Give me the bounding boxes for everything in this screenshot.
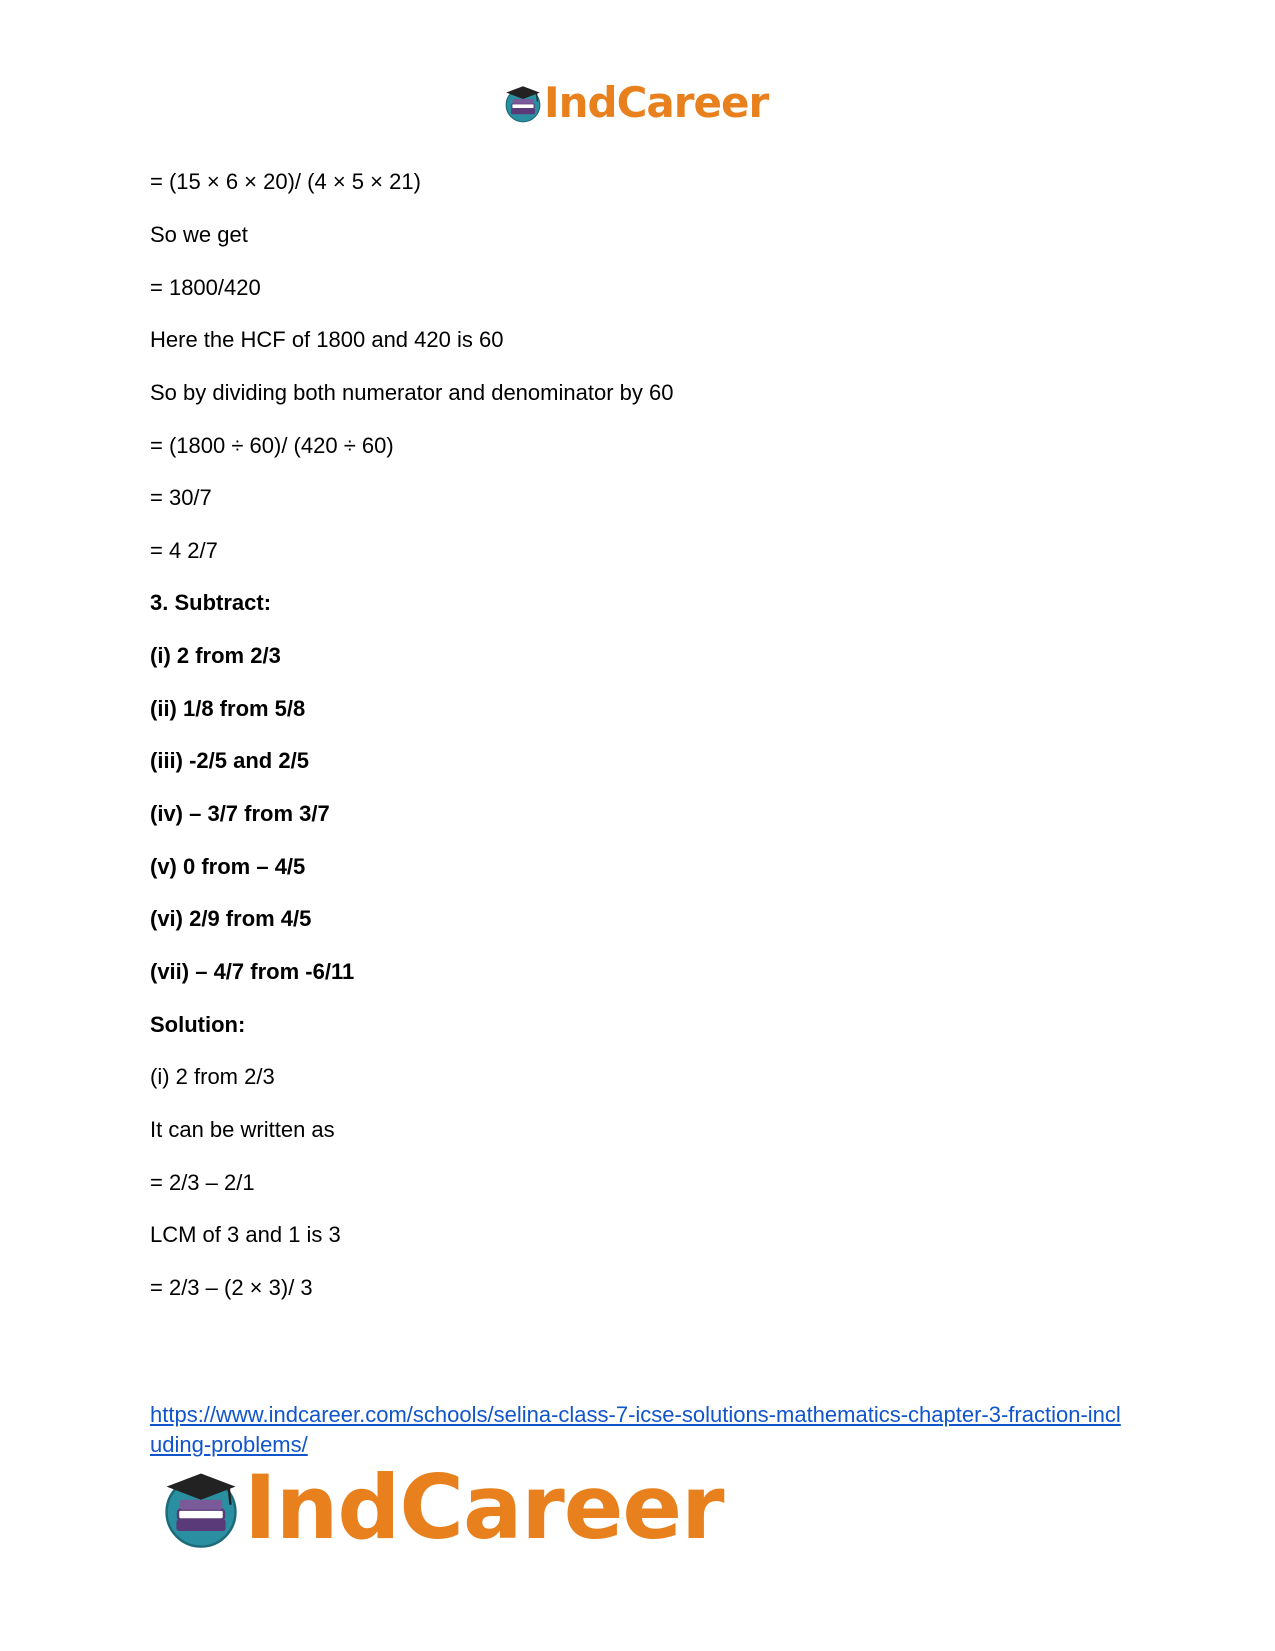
graduation-cap-books-globe-icon: [503, 83, 543, 123]
question-part: (iii) -2/5 and 2/5: [150, 748, 309, 773]
logo-wordmark: IndCareer: [544, 78, 769, 127]
text-line: = (1800 ÷ 60)/ (420 ÷ 60): [150, 433, 394, 458]
footer-logo: [160, 1456, 724, 1559]
text-line: (i) 2 from 2/3: [150, 1064, 275, 1089]
text-line: = 4 2/7: [150, 538, 218, 563]
question-part: (i) 2 from 2/3: [150, 643, 281, 668]
text-line: = 30/7: [150, 485, 212, 510]
source-link[interactable]: https://www.indcareer.com/schools/selina-class-7-icse-solutions-mathematics-chapter-3-fraction-including-problems/: [150, 1402, 1121, 1457]
header-logo: [503, 80, 768, 126]
text-line: = 2/3 – 2/1: [150, 1170, 255, 1195]
question-part: (v) 0 from – 4/5: [150, 854, 306, 879]
text-line: So we get: [150, 222, 248, 247]
text-line: = 2/3 – (2 × 3)/ 3: [150, 1275, 313, 1300]
question-heading: 3. Subtract:: [150, 590, 272, 615]
text-line: = 1800/420: [150, 275, 261, 300]
question-part: (vi) 2/9 from 4/5: [150, 906, 312, 931]
question-part: (vii) – 4/7 from -6/11: [150, 959, 355, 984]
logo-wordmark: IndCareer: [244, 1456, 724, 1559]
text-line: = (15 × 6 × 20)/ (4 × 5 × 21): [150, 169, 421, 194]
text-line: Here the HCF of 1800 and 420 is 60: [150, 327, 504, 352]
text-line: LCM of 3 and 1 is 3: [150, 1222, 341, 1247]
question-part: (ii) 1/8 from 5/8: [150, 696, 306, 721]
text-line: It can be written as: [150, 1117, 335, 1142]
solution-heading: Solution:: [150, 1012, 246, 1037]
text-line: So by dividing both numerator and denominator by 60: [150, 380, 674, 405]
question-part: (iv) – 3/7 from 3/7: [150, 801, 330, 826]
graduation-cap-books-globe-icon: [160, 1467, 242, 1549]
